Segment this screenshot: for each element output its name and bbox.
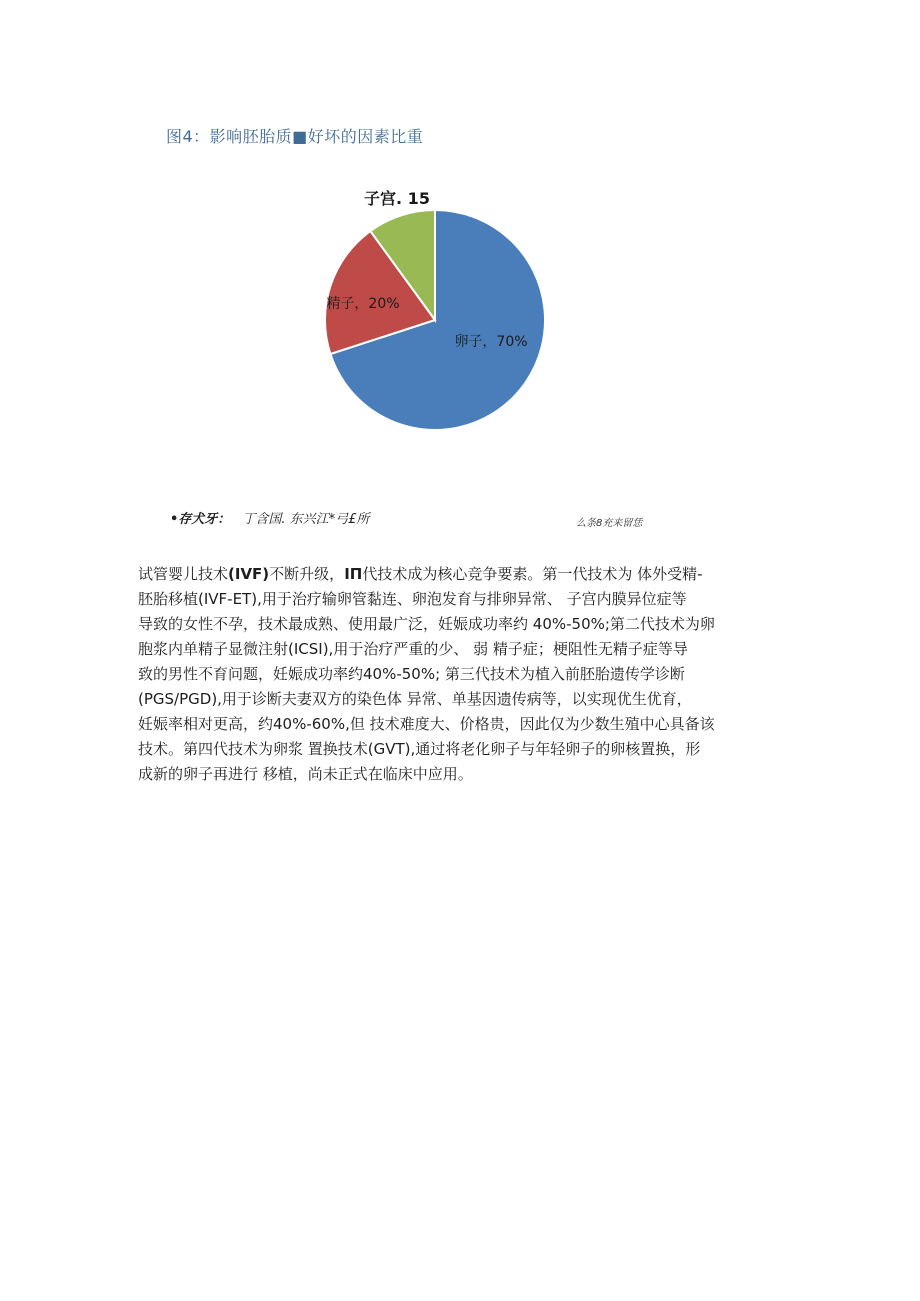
pie-chart — [300, 180, 580, 450]
pie-label-子宫: 子宫. 15 — [364, 189, 430, 208]
body-line-3: 导致的女性不孕，技术最成熟、使用最广泛，妊娠成功率约 40%-50%;第二代技术为卵 — [138, 615, 715, 633]
source-label: •存犬牙： — [170, 512, 231, 527]
body-line-5: 致的男性不育问题，妊娠成功率约40%-50%; 第三代技术为植入前胚胎遗传学诊断 — [138, 665, 685, 683]
figure-source — [170, 508, 650, 530]
body-line-1-mid: 不断升级， — [269, 565, 345, 583]
body-paragraph — [138, 562, 788, 787]
body-line-2: 胚胎移植(IVF-ET),用于治疗输卵管黏连、卵泡发育与排卵异常、 子宫内膜异位症等 — [138, 590, 687, 608]
pie-label-精子: 精子，20% — [326, 296, 400, 312]
body-line-1-bold-ivf: (IVF) — [228, 565, 270, 583]
body-line-1-bold-generation: IП — [344, 565, 363, 583]
body-line-8: 技术。第四代技术为卵浆 置换技术(GVT),通过将老化卵子与年轻卵子的卵核置换，形 — [138, 740, 701, 758]
body-line-1-post: 代技术成为核心竞争要素。第一代技术为 体外受精- — [362, 565, 703, 583]
body-line-9: 成新的卵子再进行 移植，尚未正式在临床中应用。 — [138, 765, 473, 783]
source-text: 丁含国. 东兴江*弓£所 — [242, 512, 370, 527]
body-line-7: 妊娠率相对更高，约40%-60%,但 技术难度大、价格贵，因此仅为少数生殖中心具备该 — [138, 715, 715, 733]
body-line-4: 胞浆内单精子显微注射(ICSI),用于治疗严重的少、 弱 精子症；梗阻性无精子症等导 — [138, 640, 688, 658]
figure-caption: 图4：影响胚胎质■好坏的因素比重 — [166, 127, 424, 146]
body-line-1 — [138, 562, 788, 587]
pie-label-卵子: 卵子，70% — [454, 334, 528, 350]
pie-chart-svg — [300, 180, 580, 450]
source-left — [170, 508, 369, 527]
source-right-note: 么条8充来留恁 — [576, 518, 643, 529]
body-line-6: (PGS/PGD),用于诊断夫妻双方的染色体 异常、单基因遗传病等，以实现优生优育， — [138, 690, 692, 708]
body-line-1-pre: 试管婴儿技术 — [138, 565, 229, 583]
